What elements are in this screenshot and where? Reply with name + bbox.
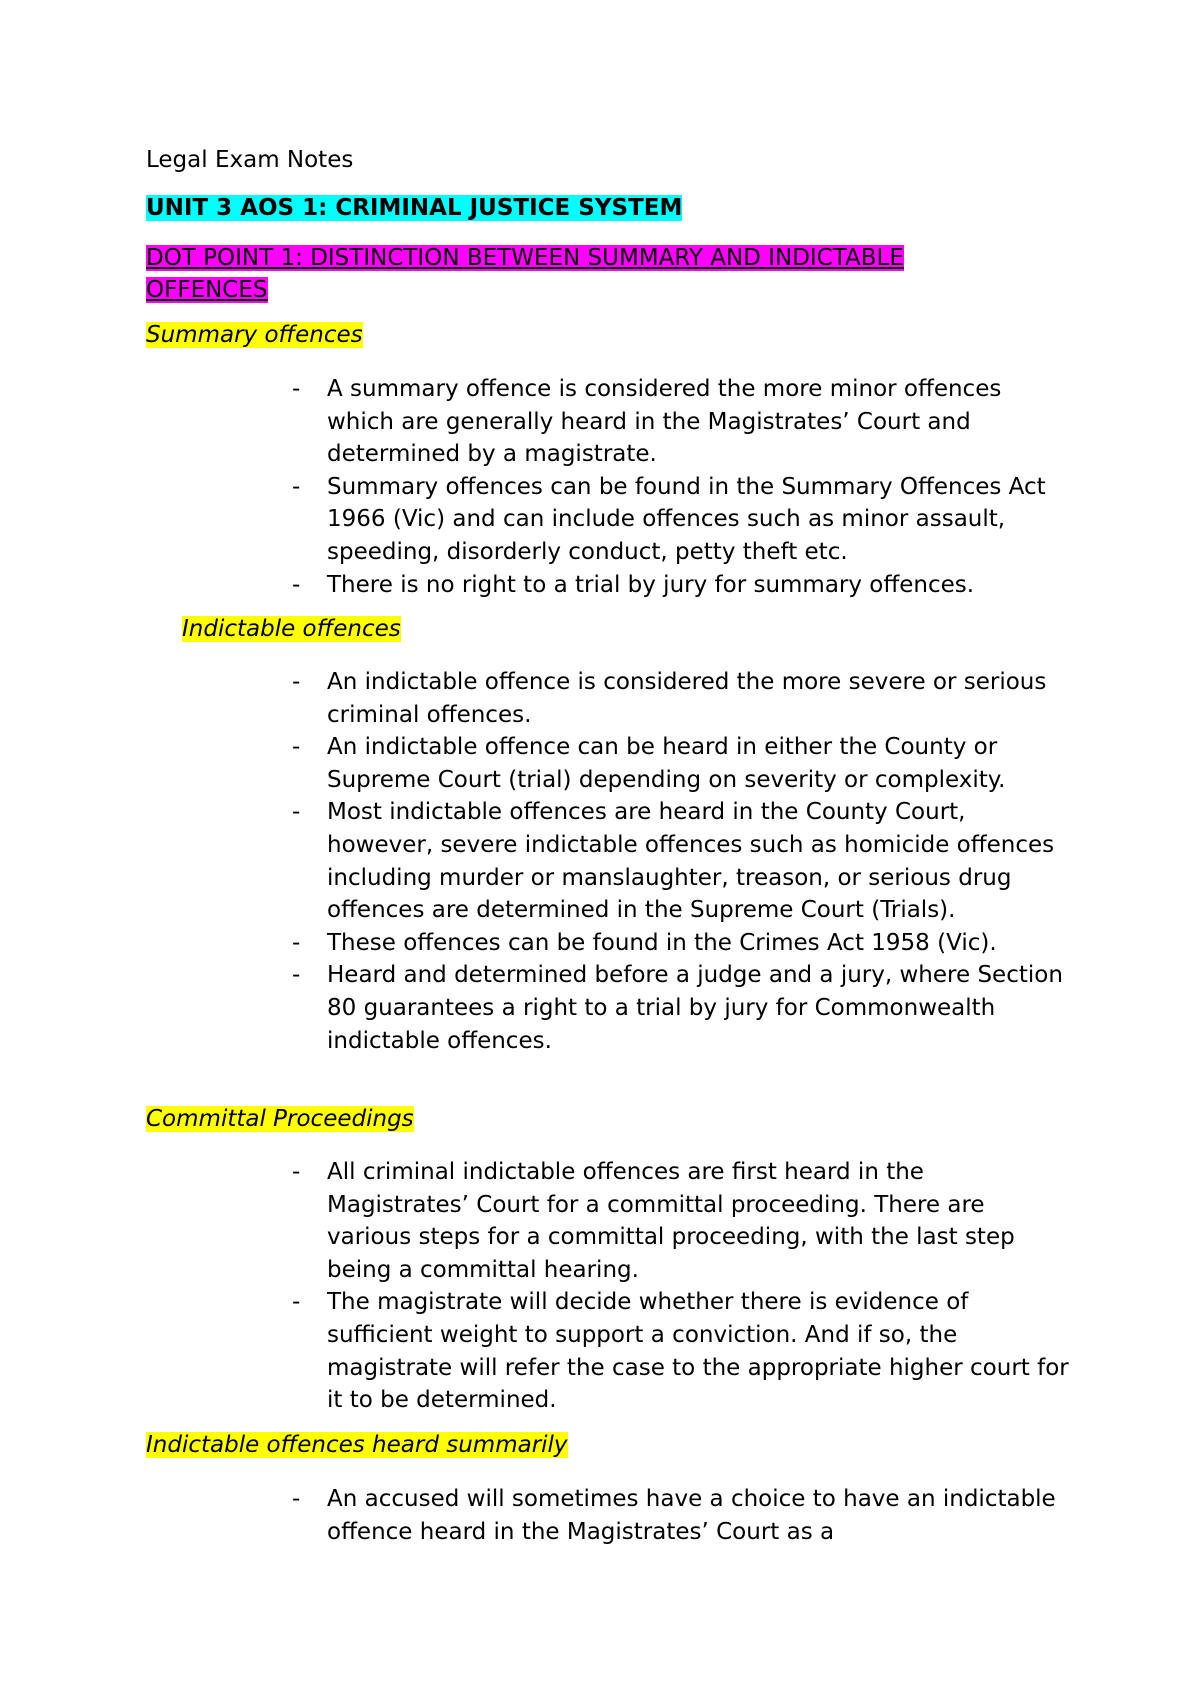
unit-heading [146,193,682,224]
list-item-text: These offences can be found in the Crimes Act 1958 (Vic). [327,929,997,956]
section-heading-text: Indictable offences heard summarily [146,1432,568,1458]
bullet-dash: - [292,734,301,761]
bullet-dash: - [292,962,301,989]
section-heading-text: Committal Proceedings [146,1106,414,1132]
list-item [292,373,1072,471]
list-item [292,666,1072,731]
list-item-text: An accused will sometimes have a choice to have an indictable offence heard in the Magistrates’ Court as a [327,1486,1056,1545]
list-item-text: Heard and determined before a judge and a jury, where Section 80 guarantees a right to a trial by jury for Commonwealth indictable offences. [327,962,1063,1054]
list-item-text: There is no right to a trial by jury for summary offences. [327,571,975,598]
list-item [292,959,1072,1057]
bullet-dash: - [292,571,301,598]
dot-point-heading [146,242,966,306]
document-title: Legal Exam Notes [146,147,354,173]
list-item [292,1156,1072,1286]
list-item-text: An indictable offence can be heard in either the County or Supreme Court (trial) depending on severity or complexity. [327,734,1006,793]
list-item-text: An indictable offence is considered the more severe or serious criminal offences. [327,669,1047,728]
bullet-dash: - [292,376,301,402]
bullet-dash: - [292,929,301,956]
list-item [292,569,1072,602]
list-item [292,796,1072,926]
bullet-list-indictable-heard-summarily [292,1483,1072,1548]
list-item-text: The magistrate will decide whether there is evidence of sufficient weight to support a conviction. And if so, the magistrate will refer the case to the appropriate higher court for it to be determined. [327,1289,1069,1414]
section-heading-indictable-heard-summarily [146,1430,568,1461]
list-item-text: All criminal indictable offences are first heard in the Magistrates’ Court for a committal proceeding. There are various steps for a committal proceeding, with the last step being a committal hearing. [327,1159,1015,1283]
list-item-text: Most indictable offences are heard in the County Court, however, severe indictable offences such as homicide offences including murder or manslaughter, treason, or serious drug offences are determined in the Supreme Court (Trials). [327,799,1055,924]
list-item [292,1286,1072,1416]
section-heading-summary-offences [146,320,363,351]
bullet-dash: - [292,1486,301,1512]
bullet-dash: - [292,1289,301,1316]
bullet-list-indictable-offences [292,666,1072,1057]
list-item [292,471,1072,569]
section-heading-committal-proceedings [146,1104,414,1135]
section-heading-text: Indictable offences [182,616,401,642]
bullet-dash: - [292,799,301,826]
list-item-text: A summary offence is considered the more minor offences which are generally heard in the Magistrates’ Court and determined by a magistrate. [327,376,1002,468]
bullet-dash: - [292,473,301,500]
list-item-text: Summary offences can be found in the Summary Offences Act 1966 (Vic) and can include offences such as minor assault, speeding, disorderly conduct, petty theft etc. [327,473,1046,565]
list-item [292,731,1072,796]
list-item [292,927,1072,960]
dot-point-heading-text: DOT POINT 1: DISTINCTION BETWEEN SUMMARY AND INDICTABLE OFFENCES [146,245,904,303]
unit-heading-text: UNIT 3 AOS 1: CRIMINAL JUSTICE SYSTEM [146,195,683,221]
bullet-list-summary-offences [292,373,1072,601]
bullet-list-committal-proceedings [292,1156,1072,1417]
section-heading-text: Summary offences [146,322,363,348]
section-heading-indictable-offences [182,614,401,645]
list-item [292,1483,1072,1548]
bullet-dash: - [292,669,301,695]
bullet-dash: - [292,1159,301,1185]
